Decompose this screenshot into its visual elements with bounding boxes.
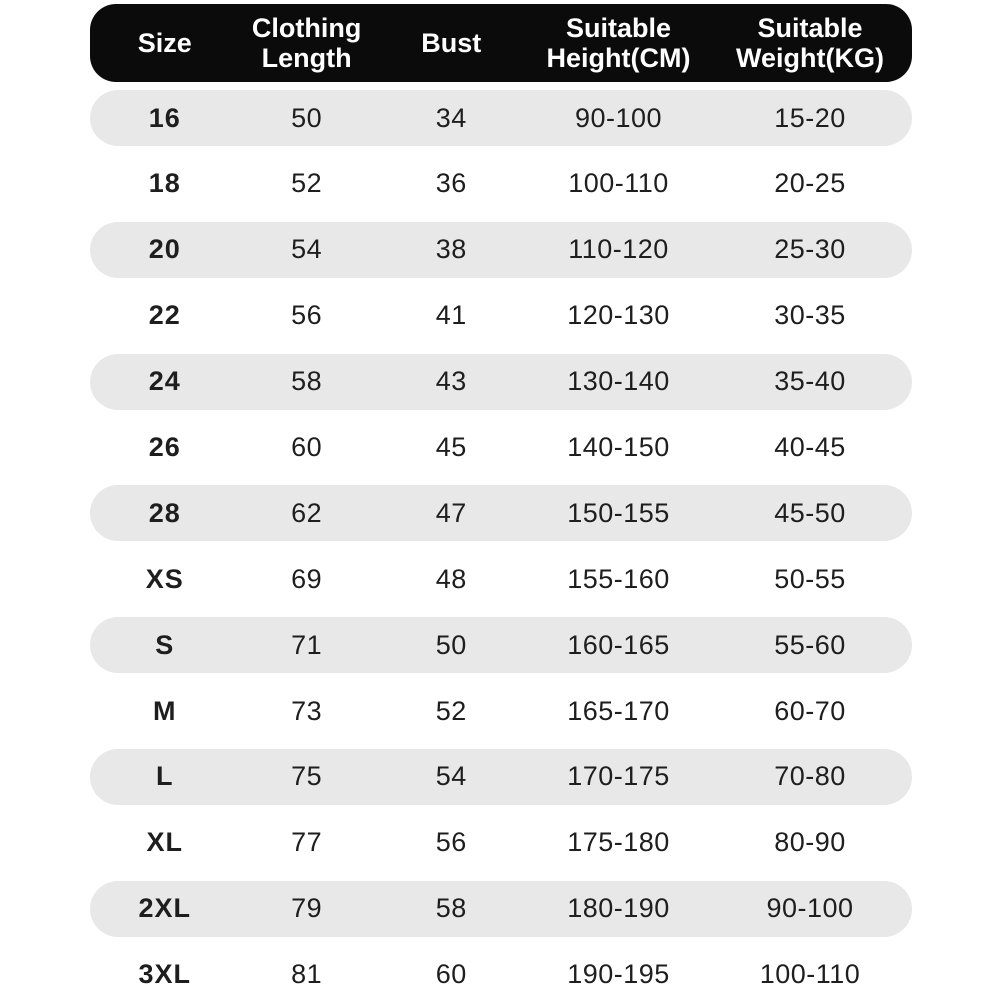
value-cell: 52 [435, 695, 467, 726]
value-cell: 77 [291, 827, 323, 858]
value-cell: 110-120 [568, 234, 669, 265]
table-row [90, 617, 912, 673]
value-cell: 80-90 [774, 827, 846, 858]
value-cell: 43 [435, 366, 467, 397]
value-cell: 75 [291, 761, 323, 792]
value-cell: 56 [291, 300, 323, 331]
value-cell: 48 [435, 563, 467, 594]
table-header [90, 4, 912, 82]
value-cell: 62 [291, 497, 323, 528]
value-cell: 15-20 [774, 102, 846, 133]
size-cell: 2XL [138, 893, 192, 924]
size-cell: 20 [148, 234, 181, 265]
size-cell: 24 [148, 366, 181, 397]
value-cell: 50 [435, 629, 467, 660]
size-cell: S [155, 629, 175, 660]
value-cell: 79 [291, 893, 323, 924]
table-row [90, 288, 912, 344]
value-cell: 69 [291, 563, 323, 594]
table-row [90, 90, 912, 146]
value-cell: 25-30 [774, 234, 846, 265]
value-cell: 60 [291, 431, 323, 462]
value-cell: 36 [435, 168, 467, 199]
value-cell: 180-190 [567, 893, 670, 924]
size-cell: 22 [148, 300, 181, 331]
size-cell: 26 [148, 431, 181, 462]
value-cell: 30-35 [774, 300, 846, 331]
value-cell: 60-70 [774, 695, 846, 726]
value-cell: 55-60 [774, 629, 846, 660]
table-row [90, 419, 912, 475]
value-cell: 58 [435, 893, 467, 924]
size-cell: L [156, 761, 174, 792]
value-cell: 60 [435, 959, 467, 990]
size-cell: 16 [148, 102, 181, 133]
value-cell: 54 [291, 234, 323, 265]
value-cell: 56 [435, 827, 467, 858]
header-cell-bust: Bust [421, 27, 482, 58]
table-row [90, 749, 912, 805]
table-row [90, 551, 912, 607]
value-cell: 170-175 [567, 761, 670, 792]
table-row [90, 156, 912, 212]
value-cell: 100-110 [568, 168, 669, 199]
value-cell: 90-100 [766, 893, 854, 924]
size-cell: XL [146, 827, 184, 858]
table-row [90, 815, 912, 871]
value-cell: 40-45 [774, 431, 846, 462]
value-cell: 160-165 [567, 629, 670, 660]
table-row [90, 683, 912, 739]
value-cell: 70-80 [774, 761, 846, 792]
table-row [90, 947, 912, 1000]
size-cell: 28 [148, 497, 181, 528]
value-cell: 71 [291, 629, 323, 660]
value-cell: 41 [435, 300, 467, 331]
value-cell: 90-100 [574, 102, 663, 133]
value-cell: 50 [291, 102, 323, 133]
table-body [90, 90, 912, 1000]
table-row [90, 222, 912, 278]
value-cell: 155-160 [567, 563, 670, 594]
value-cell: 52 [291, 168, 323, 199]
value-cell: 35-40 [774, 366, 846, 397]
table-row [90, 881, 912, 937]
value-cell: 140-150 [567, 431, 670, 462]
value-cell: 100-110 [759, 959, 861, 990]
value-cell: 73 [291, 695, 323, 726]
value-cell: 20-25 [774, 168, 846, 199]
header-cell-suitable-weight: Suitable Weight(KG) [736, 12, 885, 73]
value-cell: 165-170 [567, 695, 670, 726]
value-cell: 50-55 [774, 563, 846, 594]
size-cell: M [153, 695, 177, 726]
value-cell: 47 [435, 497, 467, 528]
header-cell-clothing-length: Clothing Length [251, 12, 362, 73]
size-cell: 3XL [138, 959, 192, 990]
value-cell: 38 [435, 234, 467, 265]
value-cell: 54 [435, 761, 467, 792]
value-cell: 130-140 [567, 366, 670, 397]
value-cell: 34 [435, 102, 467, 133]
value-cell: 150-155 [567, 497, 670, 528]
header-cell-size: Size [137, 27, 192, 58]
value-cell: 45-50 [774, 497, 846, 528]
value-cell: 120-130 [567, 300, 670, 331]
size-cell: 18 [148, 168, 181, 199]
size-cell: XS [145, 563, 184, 594]
value-cell: 58 [291, 366, 323, 397]
value-cell: 81 [291, 959, 323, 990]
value-cell: 45 [435, 431, 467, 462]
table-row [90, 485, 912, 541]
table-row [90, 354, 912, 410]
header-cell-suitable-height: Suitable Height(CM) [546, 12, 691, 73]
value-cell: 175-180 [567, 827, 670, 858]
value-cell: 190-195 [567, 959, 670, 990]
